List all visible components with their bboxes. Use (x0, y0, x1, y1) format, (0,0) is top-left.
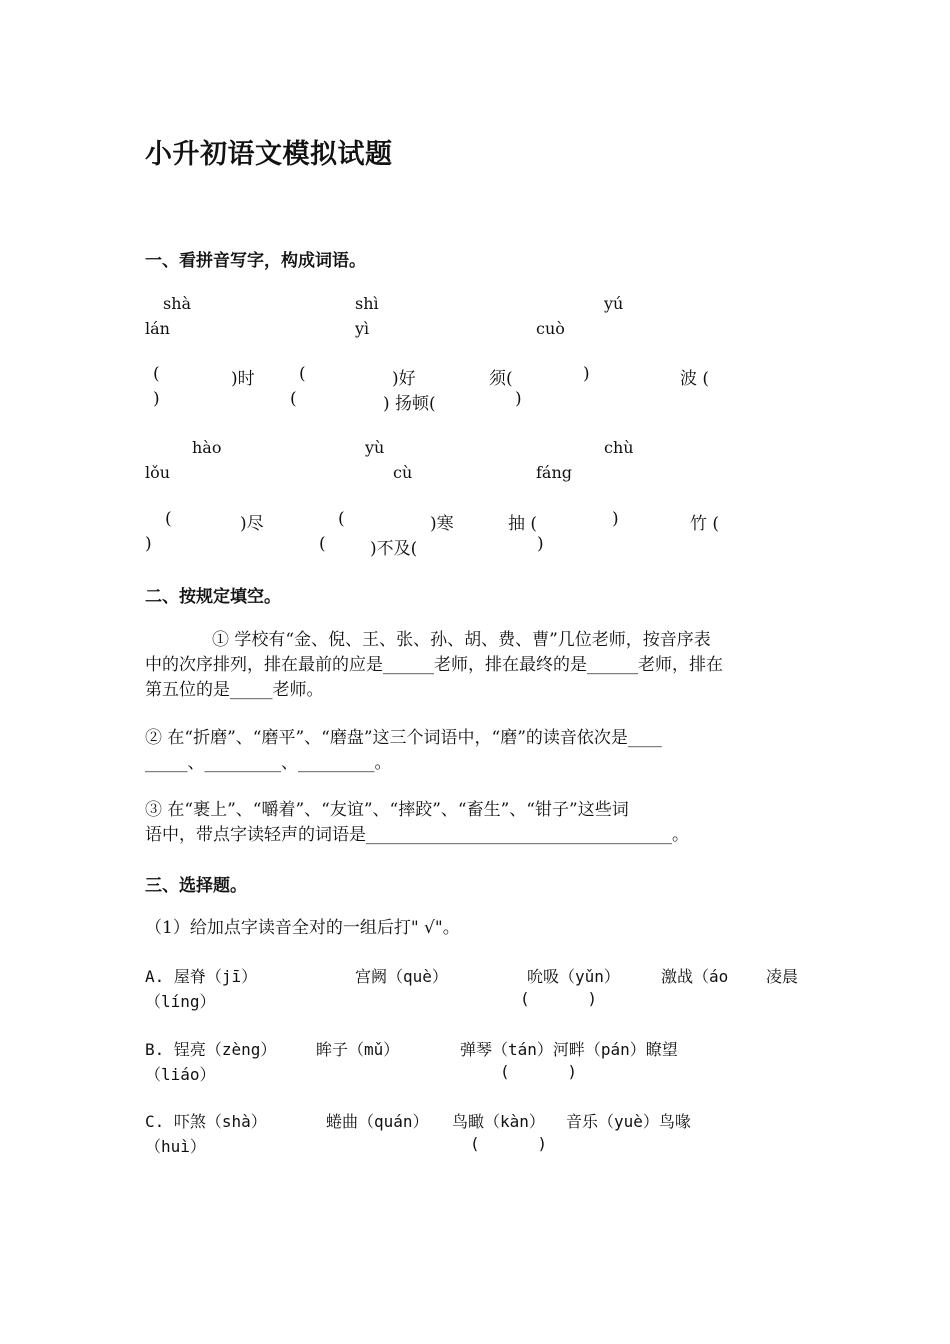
word-blank: ) (515, 389, 522, 409)
answer-blank: ( ) (520, 989, 598, 1008)
word-blank: ( (165, 509, 172, 529)
option-a: 吮吸（yǔn） (527, 967, 620, 986)
question-line: ① 学校有“金、倪、王、张、孙、胡、费、曹”几位老师，按音序表 (212, 630, 711, 650)
word-blank: )尽 (240, 514, 264, 534)
pinyin: hào (192, 438, 222, 457)
option-a: 宫阙（què） (355, 967, 448, 986)
word-blank: )寒 (430, 514, 454, 534)
option-b: 眸子（mǔ） (316, 1040, 400, 1059)
word-blank: )好 (392, 369, 416, 389)
pinyin: cù (393, 463, 413, 482)
word-blank: ) (145, 534, 152, 554)
option-c: C. 吓煞（shà） (145, 1112, 267, 1131)
word-blank: )时 (231, 369, 255, 389)
option-c: 音乐（yuè）鸟喙 (566, 1112, 691, 1131)
word-blank: 须( (489, 369, 513, 389)
word-blank: ( (299, 364, 306, 384)
question-line: 第五位的是_____老师。 (145, 680, 324, 700)
option-a: 凌晨 (766, 967, 799, 986)
option-a: 激战（áo (661, 967, 729, 986)
question-line: ③ 在“裹上”、“嚼着”、“友谊”、“摔跤”、“畜生”、“钳子”这些词 (145, 800, 629, 820)
pinyin: yú (604, 294, 624, 313)
pinyin: lán (145, 319, 170, 338)
question-line: ② 在“折磨”、“磨平”、“磨盘”这三个词语中，“磨”的读音依次是____ (145, 728, 662, 748)
word-blank: ) (583, 364, 590, 384)
pinyin: fáng (536, 463, 573, 482)
question-line: _____、_________、_________。 (145, 753, 392, 773)
word-blank: )不及( (370, 539, 418, 559)
option-b: 弹琴（tán）河畔（pán）瞭望 (460, 1040, 678, 1059)
pinyin: yù (365, 438, 385, 457)
pinyin: lǒu (145, 463, 171, 482)
option-b: B. 锃亮（zèng） (145, 1040, 277, 1059)
word-blank: 竹 ( (690, 514, 720, 534)
word-blank: ) (612, 509, 619, 529)
option-a: A. 屋脊（jī） (145, 967, 258, 986)
word-blank: ( (290, 389, 297, 409)
question-line: （1）给加点字读音全对的一组后打" √"。 (145, 918, 460, 938)
pinyin: chù (604, 438, 634, 457)
option-c: 蜷曲（quán） (326, 1112, 429, 1131)
option-a: （líng） (145, 992, 216, 1011)
answer-blank: ( ) (500, 1062, 578, 1081)
word-blank: ( (319, 534, 326, 554)
section-2-heading: 二、按规定填空。 (145, 587, 281, 607)
word-blank: ) (537, 534, 544, 554)
section-1-heading: 一、看拼音写字，构成词语。 (145, 251, 366, 271)
word-blank: 抽 ( (508, 514, 538, 534)
question-line: 中的次序排列，排在最前的应是______老师，排在最终的是______老师，排在 (145, 655, 723, 675)
question-line: 语中，带点字读轻声的词语是____________________________________。 (145, 825, 689, 845)
page-title: 小升初语文模拟试题 (145, 139, 393, 170)
section-3-heading: 三、选择题。 (145, 876, 247, 896)
pinyin: shà (163, 294, 192, 313)
pinyin: yì (355, 319, 370, 338)
answer-blank: ( ) (470, 1134, 548, 1153)
word-blank: 波 ( (680, 369, 710, 389)
word-blank: ( (338, 509, 345, 529)
option-c: 鸟瞰（kàn） (452, 1112, 545, 1131)
pinyin: shì (355, 294, 379, 313)
pinyin: cuò (536, 319, 565, 338)
option-b: （liáo） (145, 1065, 216, 1084)
word-blank: ) (153, 389, 160, 409)
option-c: （huì） (145, 1137, 206, 1156)
word-blank: ( (153, 364, 160, 384)
word-blank: ) 扬顿( (383, 394, 436, 414)
